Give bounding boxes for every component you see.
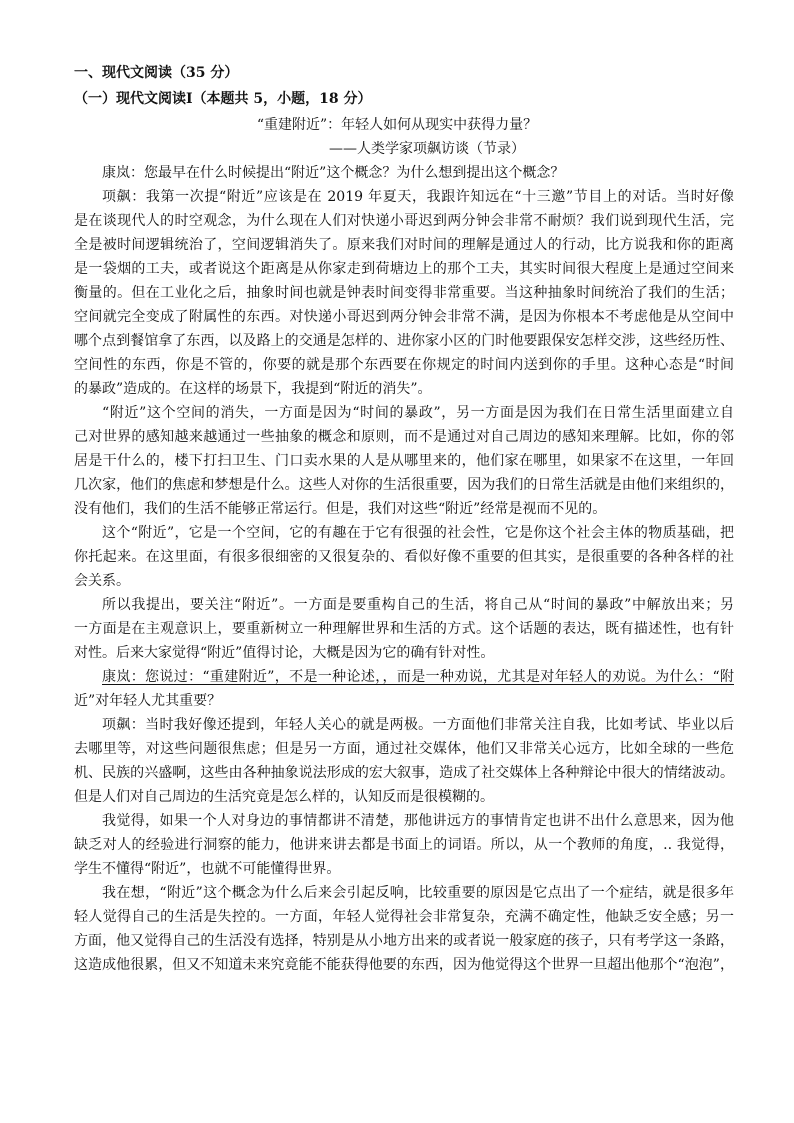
article-title: “重建附近”：年轻人如何从现实中获得力量？ xyxy=(256,117,538,133)
paragraph-line: 对性。后来大家觉得“附近”值得讨论，大概是因为它的确有针对性。 xyxy=(74,645,495,661)
section-heading: 一、现代文阅读（35 分） xyxy=(74,65,239,81)
paragraph-line: 衡量的。但在工业化之后，抽象时间也就是钟表时间变得非常重要。当这种抽象时间统治了我们的生活； xyxy=(74,285,734,301)
paragraph-line: 去哪里等，对这些问题很焦虑；但是另一方面，通过社交媒体，他们又非常关心远方，比如全球的一些危 xyxy=(74,741,734,757)
paragraph-line: 几次家，他们的焦虑和梦想是什么。这些人对你的生活很重要，因为我们的日常生活就是由他们来组织的， xyxy=(74,477,734,493)
paragraph-line: 项飙：当时我好像还提到，年轻人关心的就是两极。一方面他们非常关注自我，比如考试、毕业以后 xyxy=(102,717,734,733)
paragraph-line: “附近”这个空间的消失，一方面是因为“时间的暴政”，另一方面是因为我们在日常生活里面建立自 xyxy=(102,405,734,421)
question-group-heading: （一）现代文阅读Ⅰ（本题共 5，小题，18 分） xyxy=(74,91,372,107)
paragraph-line: 这造成他很累，但又不知道未来究竟能不能获得他要的东西，因为他觉得这个世界一旦超出他那个“泡泡”， xyxy=(74,957,734,973)
paragraph-line: 居是干什么的，楼下打扫卫生、门口卖水果的人是从哪里来的，他们家在哪里，如果家不在这里，一年回 xyxy=(74,453,734,469)
paragraph-line-underlined: 康岚：您说过：“重建附近”，不是一种论述，，而是一种劝说，尤其是对年轻人的劝说。为什么：“附 xyxy=(102,669,734,685)
paragraph-line: 没有他们，我们的生活不能够正常运行。但是，我们对这些“附近”经常是视而不见的。 xyxy=(74,501,607,517)
paragraph-line: 方面，他又觉得自己的生活没有选择，特别是从小地方出来的或者说一般家庭的孩子，只有考学这一条路， xyxy=(74,933,734,949)
paragraph-line: 一方面是在主观意识上，要重新树立一种理解世界和生活的方式。这个话题的表达，既有描述性，也有针 xyxy=(74,621,734,637)
paragraph-line: 学生不懂得“附近”，也就不可能懂得世界。 xyxy=(74,861,341,877)
paragraph-line: 近”对年轻人尤其重要？ xyxy=(74,693,222,709)
paragraph-line: 所以我提出，要关注“附近”。一方面是要重构自己的生活，将自己从“时间的暴政”中解放出来；另 xyxy=(102,597,734,613)
paragraph-line: 但是人们对自己周边的生活究竟是怎么样的，认知反而是很模糊的。 xyxy=(74,789,494,805)
paragraph-line: 这个“附近”，它是一个空间，它的有趣在于它有很强的社会性，它是你这个社会主体的物质基础，把 xyxy=(102,525,734,541)
paragraph-line: 哪个点到餐馆拿了东西，以及路上的交通是怎样的、进你家小区的门时他要跟保安怎样交涉，这些经历性、 xyxy=(74,333,734,349)
paragraph-line: 我在想，“附近”这个概念为什么后来会引起反响，比较重要的原因是它点出了一个症结，就是很多年 xyxy=(102,885,734,901)
paragraph-line: 我觉得，如果一个人对身边的事情都讲不清楚，那他讲远方的事情肯定也讲不出什么意思来，因为他 xyxy=(102,813,734,829)
paragraph-line: 你托起来。在这里面，有很多很细密的又很复杂的、看似好像不重要的但其实，是很重要的各种各样的社 xyxy=(74,549,734,565)
paragraph-line: 机、民族的兴盛啊，这些由各种抽象说法形成的宏大叙事，造成了社交媒体上各种辩论中很大的情绪波动。 xyxy=(74,765,734,781)
paragraph-line: 项飙：我第一次提“附近”应该是在 2019 年夏天，我跟许知远在“十三邀”节目上的对话。当时好像 xyxy=(102,189,734,205)
paragraph-line: 全是被时间逻辑统治了，空间逻辑消失了。原来我们对时间的理解是通过人的行动，比方说我和你的距离 xyxy=(74,237,734,253)
paragraph-line: 缺乏对人的经验进行洞察的能力，他讲来讲去都是书面上的词语。所以，从一个教师的角度，.. 我觉得， xyxy=(74,837,734,853)
paragraph-line: 的暴政”造成的。在这样的场景下，我提到“附近的消失”。 xyxy=(74,381,432,397)
paragraph-line: 轻人觉得自己的生活是失控的。一方面，年轻人觉得社会非常复杂，充满不确定性，他缺乏安全感；另一 xyxy=(74,909,734,925)
paragraph-line: 空间性的东西，你是不管的，你要的就是那个东西要在你规定的时间内送到你的手里。这种心态是“时间 xyxy=(74,357,734,373)
paragraph-line: 是一袋烟的工夫，或者说这个距离是从你家走到荷塘边上的那个工夫，其实时间很大程度上是通过空间来 xyxy=(74,261,734,277)
paragraph-line: 是在谈现代人的时空观念，为什么现在人们对快递小哥迟到两分钟会非常不耐烦？我们说到现代生活，完 xyxy=(74,213,734,229)
paragraph-line: 己对世界的感知越来越通过一些抽象的概念和原则，而不是通过对自己周边的感知来理解。比如，你的邻 xyxy=(74,429,734,445)
article-subtitle: ——人类学家项飙访谈（节录） xyxy=(329,141,525,157)
paragraph-line: 会关系。 xyxy=(74,573,130,589)
paragraph-line: 空间就完全变成了附属性的东西。对快递小哥迟到两分钟会非常不满，是因为你根本不考虑他是从空间中 xyxy=(74,309,734,325)
paragraph-line: 康岚：您最早在什么时候提出“附近”这个概念？为什么想到提出这个概念？ xyxy=(102,165,565,181)
